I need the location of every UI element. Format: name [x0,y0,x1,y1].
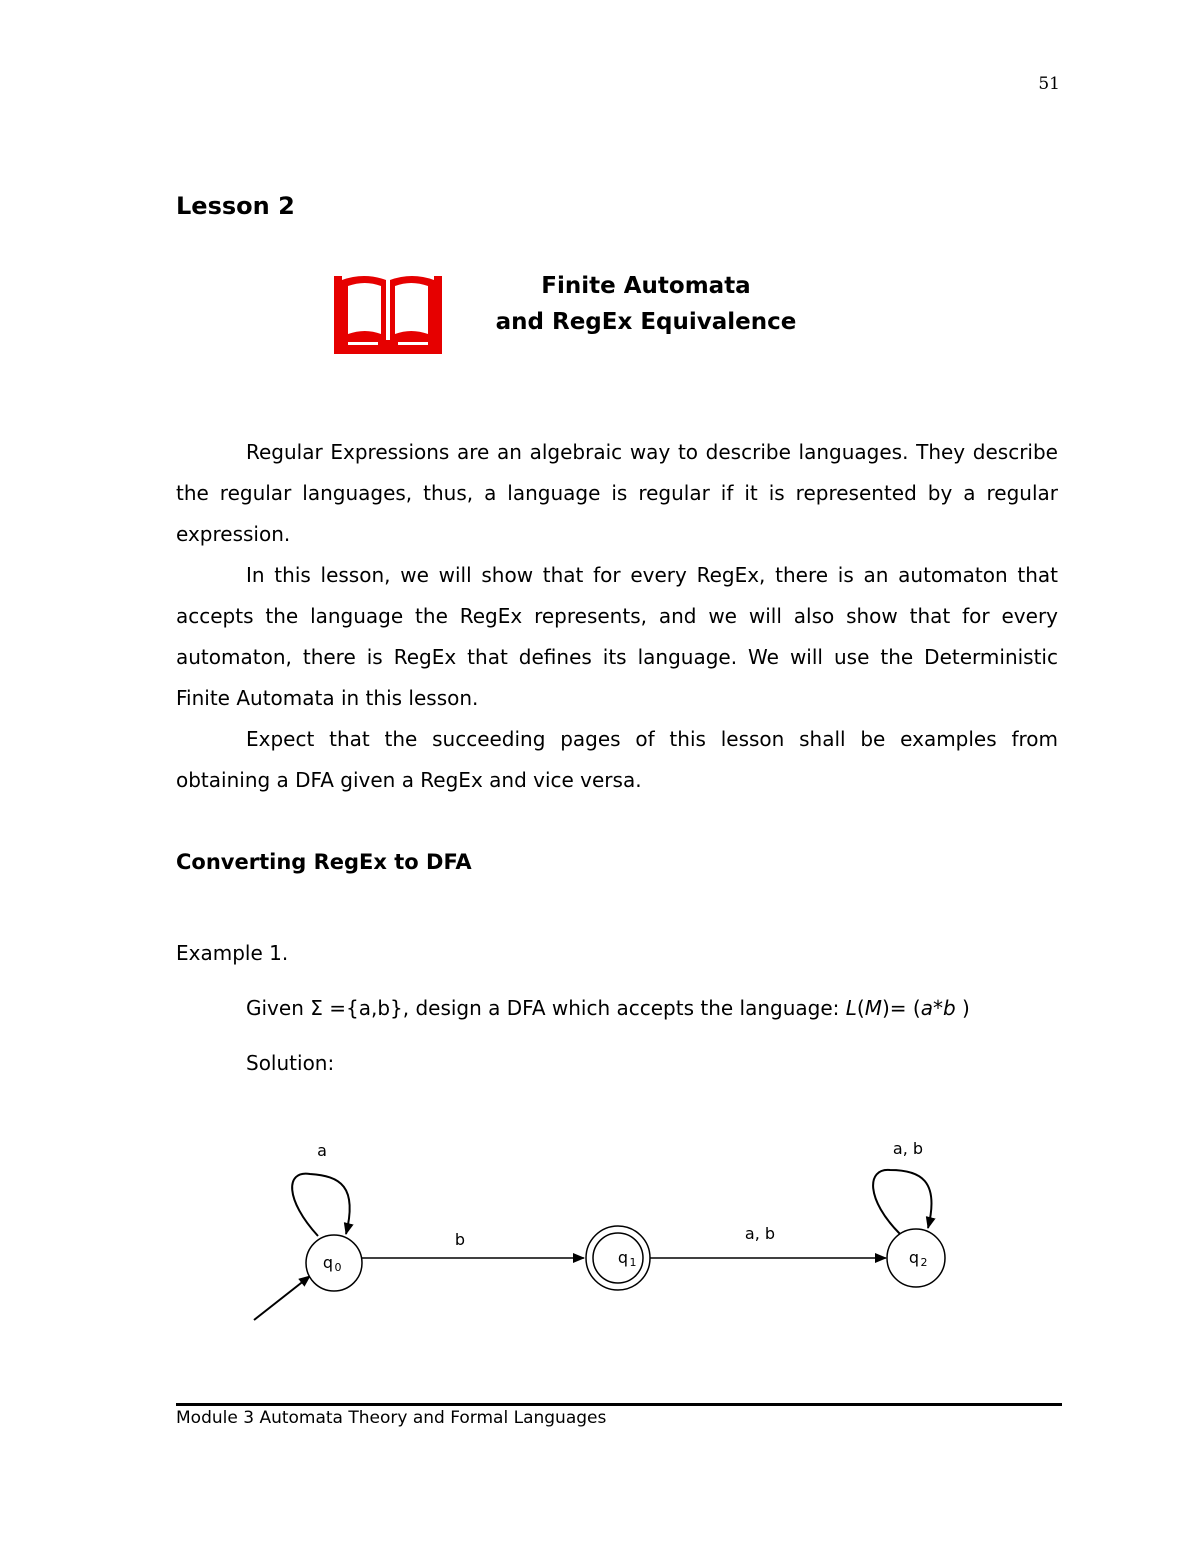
language-L: L [845,996,857,1020]
intro-text [176,432,1058,801]
section-heading: Converting RegEx to DFA [176,850,472,874]
open-book-icon [334,270,442,354]
equals: )= ( [882,996,921,1020]
paragraph: Regular Expressions are an algebraic way to describe languages. They describe the regular languages, thus, a language is regular if it is represented by a regular expression. [176,440,1058,546]
paragraph: In this lesson, we will show that for every RegEx, there is an automaton that accepts the language the RegEx represents, and we will also show that for every automaton, there is RegEx that defines its language. We will use the Deterministic Finite Automata in this lesson. [176,563,1058,710]
loop-q0-label: a [317,1141,327,1160]
regex-expression: a*b [920,996,956,1020]
example-label: Example 1. [176,941,289,965]
state-q1-subscript: 1 [629,1256,637,1269]
edge-q1-q2-label: a, b [744,1224,776,1243]
state-q1-label: q [617,1248,629,1267]
lesson-label: Lesson 2 [176,192,295,220]
paragraph: Expect that the succeeding pages of this lesson shall be examples from obtaining a DFA given a RegEx and vice versa. [176,727,1058,792]
lesson-title [470,268,822,340]
dfa-diagram [230,1130,990,1340]
paren-close: ) [955,996,970,1020]
language-M: M [864,996,882,1020]
paren-open: ( [856,996,865,1020]
loop-q2-label: a, b [892,1139,924,1158]
edge-q0-q1-label: b [454,1230,466,1249]
page-number: 51 [1038,74,1060,94]
title-line-1: Finite Automata [541,273,751,299]
state-q0-label: q [322,1253,334,1272]
state-q0-subscript: 0 [334,1261,342,1274]
footer-rule [176,1403,1062,1406]
footer-text: Module 3 Automata Theory and Formal Languages [176,1408,607,1428]
solution-label: Solution: [246,1051,335,1075]
loop-q0 [292,1174,350,1236]
state-q2-subscript: 2 [920,1256,928,1269]
start-arrow [254,1276,310,1320]
state-q2-label: q [908,1248,920,1267]
given-statement [246,996,970,1020]
loop-q2 [873,1170,931,1234]
title-line-2: and RegEx Equivalence [495,309,797,335]
given-prefix: Given Σ ={a,b}, design a DFA which accepts the language: [246,996,846,1020]
